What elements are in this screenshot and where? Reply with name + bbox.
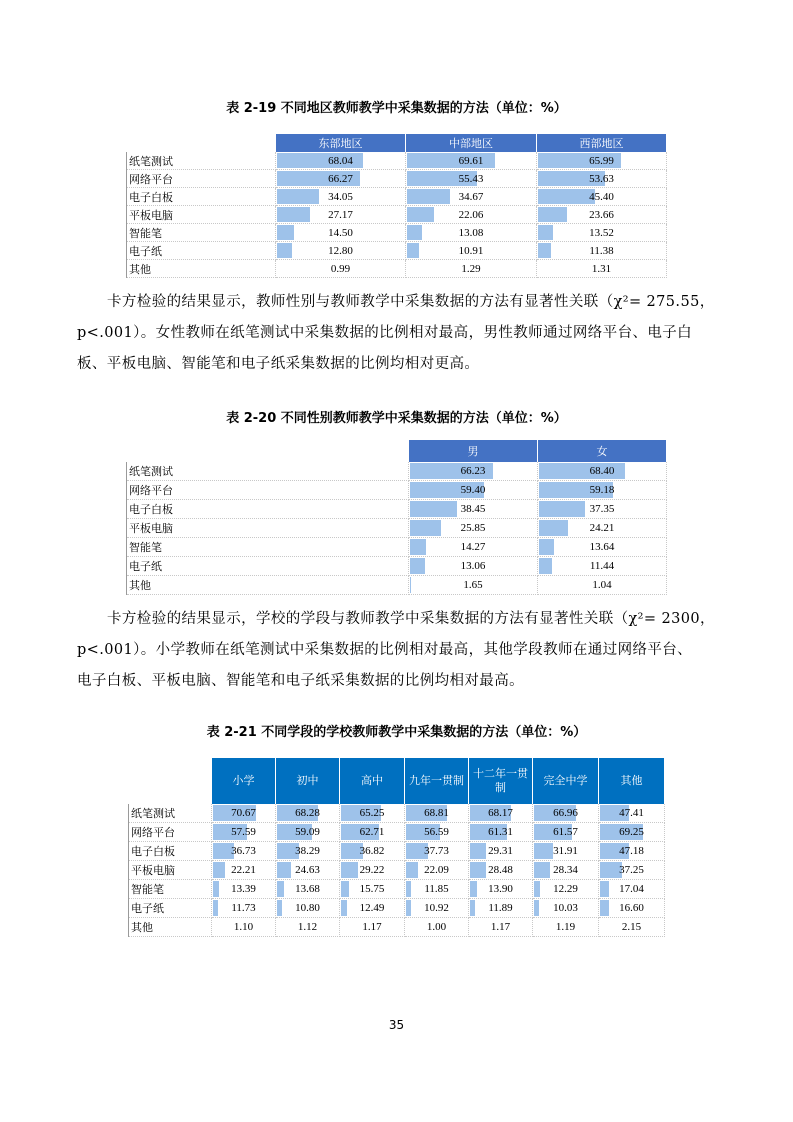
cell-value: 25.85 [460, 522, 486, 534]
table-corner-cell [129, 758, 212, 804]
data-bar [407, 207, 434, 222]
data-cell [599, 842, 665, 861]
cell-value: 45.40 [589, 190, 614, 203]
table-row [127, 576, 667, 595]
cell-value: 38.45 [460, 503, 486, 515]
data-cell [469, 823, 533, 842]
paragraph-line: p<.001）。小学教师在纸笔测试中采集数据的比例相对最高，其他学段教师在通过网络平台、 [77, 642, 693, 658]
row-label: 纸笔测试 [127, 152, 276, 170]
cell-value: 34.67 [458, 190, 484, 203]
cell-value: 0.99 [330, 262, 351, 275]
table-row [127, 224, 667, 242]
cell-value: 13.68 [295, 883, 320, 895]
cell-value: 11.89 [488, 902, 513, 914]
data-bar [538, 243, 551, 258]
table-row [127, 188, 667, 206]
cell-value: 1.12 [297, 921, 318, 933]
column-header: 中部地区 [406, 134, 537, 152]
cell-value: 70.67 [231, 807, 256, 819]
data-bar [341, 881, 349, 897]
data-bar [406, 881, 411, 897]
data-cell [405, 918, 469, 937]
cell-value: 37.35 [589, 503, 615, 515]
data-cell [538, 519, 667, 538]
data-cell [409, 462, 538, 481]
table-header-row [127, 134, 667, 152]
table-row [127, 538, 667, 557]
cell-value: 57.59 [231, 826, 256, 838]
data-cell [212, 918, 276, 937]
data-cell [469, 861, 533, 880]
row-label: 电子纸 [129, 899, 212, 918]
cell-value: 1.17 [362, 921, 382, 933]
column-header: 高中 [340, 758, 405, 804]
row-label: 平板电脑 [127, 519, 409, 538]
data-cell [599, 804, 665, 823]
data-cell [537, 224, 667, 242]
cell-value: 66.23 [460, 465, 486, 477]
cell-value: 38.29 [295, 845, 320, 857]
data-bar [213, 862, 225, 878]
data-cell [405, 861, 469, 880]
column-header: 完全中学 [533, 758, 599, 804]
paragraph-line: 板、平板电脑、智能笔和电子纸采集数据的比例均相对更高。 [77, 356, 480, 372]
cell-value: 68.81 [424, 807, 449, 819]
cell-value: 1.29 [461, 262, 481, 275]
cell-value: 59.40 [460, 484, 486, 496]
paragraph-line: 卡方检验的结果显示，学校的学段与教师教学中采集数据的方法有显著性关联（χ²= 2300， [107, 611, 715, 627]
data-bar [407, 243, 419, 258]
data-cell [409, 519, 538, 538]
cell-value: 28.48 [488, 864, 513, 876]
cell-value: 12.29 [553, 883, 578, 895]
data-cell [469, 918, 533, 937]
cell-value: 59.18 [589, 484, 615, 496]
data-cell [276, 880, 340, 899]
data-cell [469, 880, 533, 899]
column-header: 小学 [212, 758, 276, 804]
data-cell [405, 804, 469, 823]
cell-value: 13.52 [589, 226, 614, 239]
data-cell [537, 206, 667, 224]
cell-value: 12.49 [359, 902, 385, 914]
column-header: 东部地区 [276, 134, 406, 152]
cell-value: 37.73 [424, 845, 449, 857]
paragraph-line: 卡方检验的结果显示，教师性别与教师教学中采集数据的方法有显著性关联（χ²= 275.55， [107, 294, 715, 310]
data-bar [538, 225, 553, 240]
data-cell [533, 804, 599, 823]
row-label: 纸笔测试 [127, 462, 409, 481]
data-cell [276, 170, 406, 188]
data-cell [406, 152, 537, 170]
column-header: 十二年一贯制 [469, 758, 533, 804]
cell-value: 1.00 [426, 921, 447, 933]
data-bar [539, 539, 554, 555]
data-bar [410, 501, 457, 517]
cell-value: 11.44 [589, 560, 615, 572]
cell-value: 14.50 [328, 226, 353, 239]
cell-value: 27.17 [328, 208, 353, 221]
cell-value: 22.06 [458, 208, 484, 221]
data-cell [409, 557, 538, 576]
data-bar [470, 881, 477, 897]
cell-value: 14.27 [460, 541, 486, 553]
table-row [127, 170, 667, 188]
cell-value: 47.18 [619, 845, 644, 857]
row-label: 其他 [127, 260, 276, 278]
table-row [127, 557, 667, 576]
cell-value: 1.19 [555, 921, 576, 933]
table-row [129, 899, 665, 918]
row-label: 电子白板 [127, 500, 409, 519]
data-bar [539, 520, 568, 536]
data-bar [539, 558, 552, 574]
cell-value: 68.40 [589, 465, 615, 477]
cell-value: 29.22 [359, 864, 385, 876]
page-number: 35 [388, 1018, 405, 1032]
data-cell [212, 899, 276, 918]
column-header: 西部地区 [537, 134, 667, 152]
row-label: 电子纸 [127, 557, 409, 576]
data-bar [213, 900, 218, 916]
data-cell [405, 899, 469, 918]
table-row [127, 260, 667, 278]
cell-value: 66.96 [553, 807, 578, 819]
table-row [129, 861, 665, 880]
data-bar [277, 207, 310, 222]
cell-value: 13.90 [488, 883, 513, 895]
cell-value: 13.08 [458, 226, 484, 239]
data-cell [212, 880, 276, 899]
data-bar [600, 881, 609, 897]
table-row [129, 804, 665, 823]
data-cell [533, 899, 599, 918]
paragraph-line: p<.001）。女性教师在纸笔测试中采集数据的比例相对最高，男性教师通过网络平台、电子白 [77, 325, 693, 341]
data-cell [409, 576, 538, 595]
table-2-19-caption: 表 2-19 不同地区教师教学中采集数据的方法（单位：%） [226, 101, 567, 116]
cell-value: 37.25 [619, 864, 644, 876]
data-cell [212, 804, 276, 823]
cell-value: 24.63 [295, 864, 320, 876]
data-cell [538, 500, 667, 519]
table-row [127, 206, 667, 224]
data-bar [538, 189, 595, 204]
data-bar [470, 900, 475, 916]
row-label: 纸笔测试 [129, 804, 212, 823]
cell-value: 13.64 [589, 541, 615, 553]
cell-value: 68.04 [328, 154, 353, 167]
paragraph-gender [77, 287, 717, 380]
cell-value: 23.66 [589, 208, 614, 221]
data-cell [406, 188, 537, 206]
data-cell [340, 880, 405, 899]
row-label: 平板电脑 [129, 861, 212, 880]
table-row [127, 462, 667, 481]
data-cell [406, 260, 537, 278]
data-cell [276, 224, 406, 242]
table-row [129, 842, 665, 861]
row-label: 网络平台 [127, 170, 276, 188]
data-cell [340, 918, 405, 937]
row-label: 其他 [127, 576, 409, 595]
table-2-19 [126, 134, 667, 278]
data-cell [537, 242, 667, 260]
cell-value: 56.59 [424, 826, 449, 838]
data-bar [470, 843, 486, 859]
data-cell [406, 224, 537, 242]
table-row [129, 823, 665, 842]
table-row [127, 152, 667, 170]
data-cell [276, 206, 406, 224]
data-bar [341, 900, 347, 916]
data-cell [409, 481, 538, 500]
row-label: 智能笔 [127, 224, 276, 242]
data-cell [276, 918, 340, 937]
data-bar [407, 189, 450, 204]
data-cell [276, 804, 340, 823]
data-bar [410, 520, 441, 536]
cell-value: 22.21 [231, 864, 256, 876]
cell-value: 61.31 [488, 826, 513, 838]
cell-value: 66.27 [328, 172, 353, 185]
table-2-20 [126, 440, 667, 595]
data-cell [538, 462, 667, 481]
data-cell [538, 576, 667, 595]
cell-value: 55.43 [458, 172, 484, 185]
cell-value: 65.99 [589, 154, 614, 167]
column-header: 初中 [276, 758, 340, 804]
cell-value: 13.39 [231, 883, 256, 895]
data-bar [470, 862, 486, 878]
paragraph-stage [77, 604, 717, 697]
data-cell [212, 861, 276, 880]
cell-value: 10.92 [424, 902, 449, 914]
data-cell [405, 842, 469, 861]
cell-value: 22.09 [424, 864, 449, 876]
data-bar [341, 862, 358, 878]
data-cell [538, 557, 667, 576]
cell-value: 36.73 [231, 845, 256, 857]
data-bar [534, 862, 550, 878]
data-bar [277, 900, 282, 916]
row-label: 智能笔 [127, 538, 409, 557]
data-cell [406, 206, 537, 224]
data-cell [340, 842, 405, 861]
cell-value: 2.15 [621, 921, 642, 933]
data-cell [533, 918, 599, 937]
cell-value: 11.38 [589, 244, 614, 257]
cell-value: 24.21 [589, 522, 615, 534]
cell-value: 69.25 [619, 826, 644, 838]
data-bar [534, 843, 553, 859]
data-bar [277, 862, 291, 878]
data-bar [538, 207, 567, 222]
cell-value: 13.06 [460, 560, 486, 572]
cell-value: 31.91 [553, 845, 578, 857]
data-cell [406, 170, 537, 188]
data-cell [276, 861, 340, 880]
cell-value: 47.41 [619, 807, 644, 819]
data-bar [410, 539, 426, 555]
data-cell [533, 842, 599, 861]
data-bar [277, 189, 319, 204]
table-row [129, 918, 665, 937]
data-cell [599, 861, 665, 880]
row-label: 平板电脑 [127, 206, 276, 224]
cell-value: 29.31 [488, 845, 513, 857]
data-cell [469, 804, 533, 823]
data-bar [600, 900, 609, 916]
data-cell [212, 842, 276, 861]
data-cell [212, 823, 276, 842]
data-cell [406, 242, 537, 260]
data-bar [213, 881, 219, 897]
data-cell [409, 500, 538, 519]
cell-value: 61.57 [553, 826, 578, 838]
data-cell [599, 918, 665, 937]
table-corner-cell [127, 134, 276, 152]
cell-value: 62.71 [359, 826, 385, 838]
data-cell [538, 538, 667, 557]
table-2-21-caption: 表 2-21 不同学段的学校教师教学中采集数据的方法（单位：%） [206, 725, 587, 740]
table-2-20-caption: 表 2-20 不同性别教师教学中采集数据的方法（单位：%） [226, 411, 567, 426]
data-cell [340, 899, 405, 918]
cell-value: 34.05 [328, 190, 353, 203]
cell-value: 53.63 [589, 172, 614, 185]
data-cell [340, 804, 405, 823]
row-label: 电子白板 [127, 188, 276, 206]
data-cell [276, 242, 406, 260]
data-bar [410, 558, 425, 574]
data-cell [276, 188, 406, 206]
data-cell [537, 170, 667, 188]
data-cell [469, 842, 533, 861]
data-cell [340, 861, 405, 880]
row-label: 其他 [129, 918, 212, 937]
data-bar [406, 862, 418, 878]
table-header-row [129, 758, 665, 804]
table-row [129, 880, 665, 899]
data-cell [537, 152, 667, 170]
cell-value: 68.28 [295, 807, 320, 819]
table-2-21 [128, 758, 665, 937]
cell-value: 11.85 [424, 883, 449, 895]
cell-value: 17.04 [619, 883, 644, 895]
data-cell [276, 260, 406, 278]
data-cell [599, 823, 665, 842]
data-cell [537, 188, 667, 206]
data-cell [533, 880, 599, 899]
cell-value: 10.03 [553, 902, 578, 914]
cell-value: 59.09 [295, 826, 320, 838]
data-cell [533, 823, 599, 842]
data-cell [340, 823, 405, 842]
data-bar [534, 900, 539, 916]
cell-value: 12.80 [328, 244, 353, 257]
data-bar [277, 881, 284, 897]
table-header-row [127, 440, 667, 462]
cell-value: 11.73 [231, 902, 256, 914]
cell-value: 65.25 [359, 807, 385, 819]
row-label: 电子白板 [129, 842, 212, 861]
data-cell [276, 152, 406, 170]
cell-value: 10.91 [458, 244, 484, 257]
table-row [127, 519, 667, 538]
table-row [127, 242, 667, 260]
data-cell [533, 861, 599, 880]
data-cell [409, 538, 538, 557]
cell-value: 28.34 [553, 864, 578, 876]
data-cell [469, 899, 533, 918]
data-cell [538, 481, 667, 500]
table-row [127, 481, 667, 500]
cell-value: 10.80 [295, 902, 320, 914]
cell-value: 69.61 [458, 154, 484, 167]
data-cell [276, 899, 340, 918]
row-label: 电子纸 [127, 242, 276, 260]
cell-value: 1.65 [463, 579, 483, 591]
row-label: 网络平台 [127, 481, 409, 500]
cell-value: 1.17 [490, 921, 511, 933]
row-label: 网络平台 [129, 823, 212, 842]
cell-value: 16.60 [619, 902, 644, 914]
table-row [127, 500, 667, 519]
column-header: 男 [409, 440, 538, 462]
data-bar [277, 225, 294, 240]
cell-value: 1.10 [233, 921, 254, 933]
data-bar [407, 225, 422, 240]
data-cell [599, 899, 665, 918]
cell-value: 15.75 [359, 883, 385, 895]
data-bar [406, 900, 411, 916]
data-cell [276, 823, 340, 842]
data-bar [534, 881, 540, 897]
cell-value: 1.04 [592, 579, 612, 591]
column-header: 九年一贯制 [405, 758, 469, 804]
data-cell [405, 880, 469, 899]
paragraph-line: 电子白板、平板电脑、智能笔和电子纸采集数据的比例均相对最高。 [77, 673, 524, 689]
column-header: 女 [538, 440, 667, 462]
data-cell [405, 823, 469, 842]
cell-value: 68.17 [488, 807, 513, 819]
data-cell [537, 260, 667, 278]
cell-value: 1.31 [591, 262, 612, 275]
cell-value: 36.82 [359, 845, 385, 857]
data-bar [277, 243, 292, 258]
column-header: 其他 [599, 758, 665, 804]
data-cell [599, 880, 665, 899]
data-cell [276, 842, 340, 861]
data-bar [539, 501, 585, 517]
table-corner-cell [127, 440, 409, 462]
row-label: 智能笔 [129, 880, 212, 899]
